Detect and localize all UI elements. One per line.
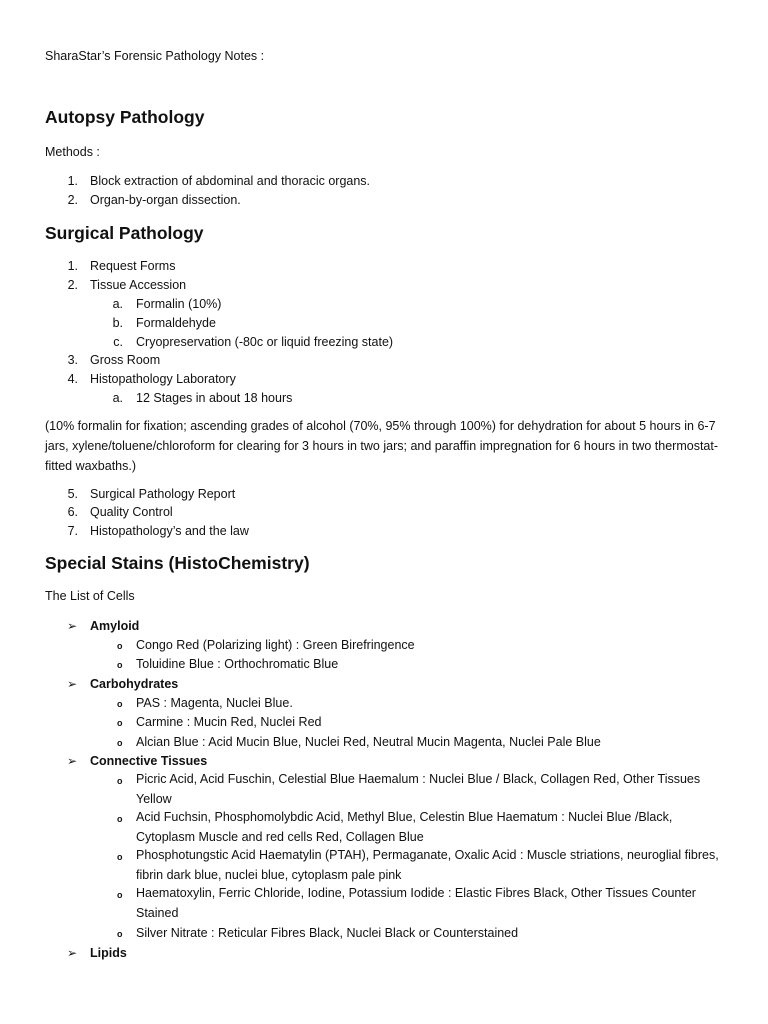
arrow-bullet-icon: ➢ [67, 946, 78, 960]
list-item: Histopathology Laboratory [90, 372, 236, 386]
stain-item: Acid Fuchsin, Phosphomolybdic Acid, Methyl Blue, Celestin Blue Haematum : Nuclei Blue /Black, Cytoplasm Muscle and red cells Red, Collagen Blue [136, 810, 673, 844]
stain-item: Toluidine Blue : Orthochromatic Blue [136, 657, 339, 671]
list-number: 6. [67, 505, 78, 519]
category-heading: Connective Tissues [90, 754, 208, 768]
stain-item: Haematoxylin, Ferric Chloride, Iodine, Potassium Iodide : Elastic Fibres Black, Other Tissues Counter Stained [136, 886, 696, 920]
list-number: 1. [67, 259, 78, 273]
category-heading: Carbohydrates [90, 677, 179, 691]
heading-surgical-pathology: Surgical Pathology [45, 223, 204, 243]
category-heading: Amyloid [90, 619, 140, 633]
list-item: Gross Room [90, 353, 161, 367]
arrow-bullet-icon: ➢ [67, 677, 78, 691]
stain-item: Alcian Blue : Acid Mucin Blue, Nuclei Red, Neutral Mucin Magenta, Nuclei Pale Blue [136, 735, 601, 749]
list-number: 2. [67, 278, 78, 292]
circle-bullet-icon: o [117, 776, 123, 786]
list-item: Tissue Accession [90, 278, 187, 292]
circle-bullet-icon: o [117, 641, 123, 651]
stain-item: Congo Red (Polarizing light) : Green Birefringence [136, 638, 415, 652]
circle-bullet-icon: o [117, 738, 123, 748]
circle-bullet-icon: o [117, 814, 123, 824]
sublist-item: Formalin (10%) [136, 297, 222, 311]
sublist-item: Cryopreservation (-80c or liquid freezing state) [136, 335, 394, 349]
list-number: 4. [67, 372, 78, 386]
category-heading: Lipids [90, 946, 127, 960]
stain-item: Silver Nitrate : Reticular Fibres Black, Nuclei Black or Counterstained [136, 926, 519, 940]
methods-label: Methods : [45, 145, 100, 159]
heading-autopsy-pathology: Autopsy Pathology [45, 107, 205, 127]
document-title: SharaStar’s Forensic Pathology Notes : [45, 49, 265, 63]
circle-bullet-icon: o [117, 890, 123, 900]
stain-item: Picric Acid, Acid Fuschin, Celestial Blue Haemalum : Nuclei Blue / Black, Collagen Red, Other Tissues Yellow [136, 772, 701, 806]
list-number: 3. [67, 353, 78, 367]
list-number: 5. [67, 487, 78, 501]
sublist-letter: b. [112, 316, 123, 330]
list-number: 1. [67, 174, 78, 188]
sublist-item: Formaldehyde [136, 316, 216, 330]
circle-bullet-icon: o [117, 660, 123, 670]
circle-bullet-icon: o [117, 852, 123, 862]
list-item: Quality Control [90, 505, 173, 519]
stain-item: Phosphotungstic Acid Haematylin (PTAH), Permaganate, Oxalic Acid : Muscle striations, neuroglial fibres, fibrin dark blue, nuclei blue, cytoplasm pale pink [136, 848, 719, 882]
circle-bullet-icon: o [117, 929, 123, 939]
sublist-letter: a. [112, 297, 123, 311]
list-item: Block extraction of abdominal and thoracic organs. [90, 174, 371, 188]
list-number: 7. [67, 524, 78, 538]
list-item: Surgical Pathology Report [90, 487, 236, 501]
sublist-letter: c. [113, 335, 123, 349]
arrow-bullet-icon: ➢ [67, 619, 78, 633]
list-number: 2. [67, 193, 78, 207]
circle-bullet-icon: o [117, 718, 123, 728]
list-item: Request Forms [90, 259, 176, 273]
stain-item: PAS : Magenta, Nuclei Blue. [136, 696, 293, 710]
list-item: Organ-by-organ dissection. [90, 193, 241, 207]
circle-bullet-icon: o [117, 699, 123, 709]
stain-item: Carmine : Mucin Red, Nuclei Red [136, 715, 322, 729]
list-item: Histopathology’s and the law [90, 524, 249, 538]
arrow-bullet-icon: ➢ [67, 754, 78, 768]
sublist-letter: a. [112, 391, 123, 405]
heading-special-stains: Special Stains (HistoChemistry) [45, 553, 310, 573]
sublist-item: 12 Stages in about 18 hours [136, 391, 293, 405]
list-of-cells-label: The List of Cells [45, 589, 135, 603]
process-paragraph: (10% formalin for fixation; ascending grades of alcohol (70%, 95% through 100%) for dehydration for about 5 hours in 6-7 jars, xylene/toluene/chloroform for clearing for 3 hours in two jars; and paraffin impregnation for 6 hours in two thermostat-fitted waxbaths.) [45, 419, 719, 473]
